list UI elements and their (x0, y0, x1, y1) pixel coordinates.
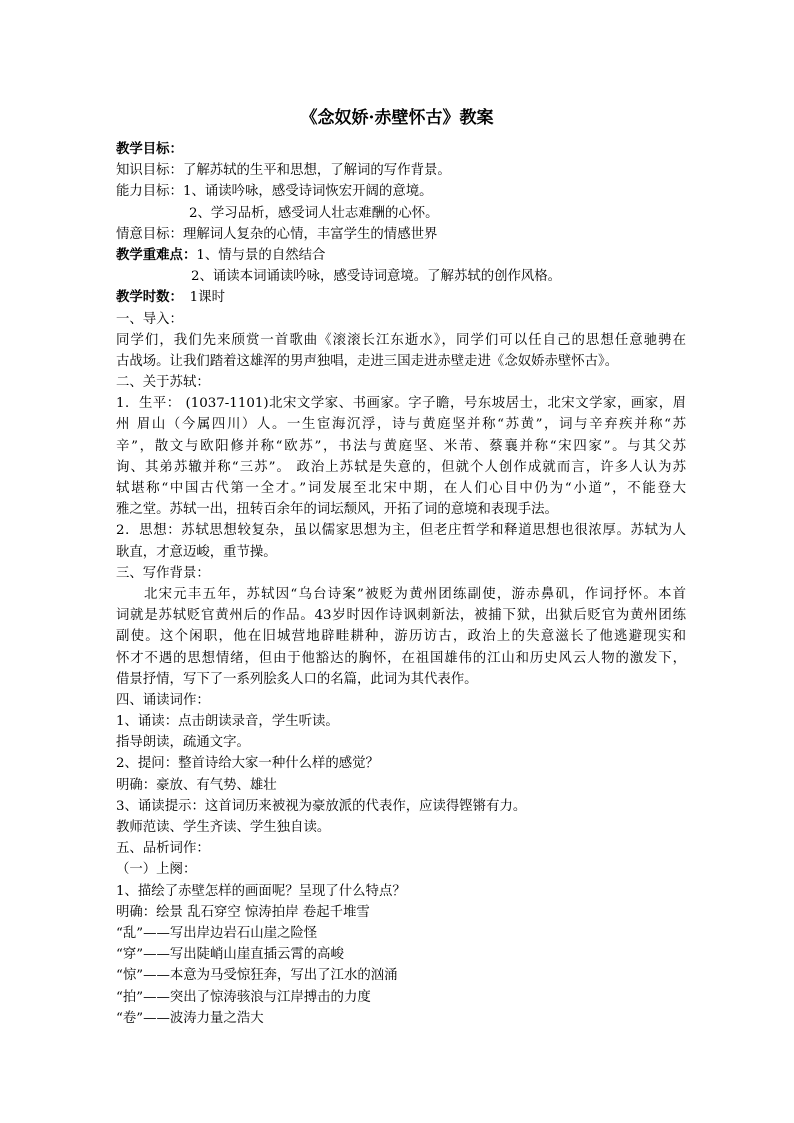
line-text: 2、学习品析，感受词人壮志难酬的心怀。 (189, 205, 439, 221)
line-text: 3、诵读提示：这首词历来被视为豪放派的代表作，应读得铿锵有力。 (116, 798, 527, 814)
text-line (116, 859, 686, 880)
text-line (116, 881, 686, 902)
text-line (116, 287, 686, 308)
line-text: “乱”——写出岸边岩石山崖之险怪 (116, 925, 318, 941)
line-text: “惊”——本意为马受惊狂奔，写出了江水的汹涌 (116, 968, 398, 984)
line-text: 1、诵读：点击朗读录音，学生听读。 (116, 714, 339, 730)
text-line (116, 520, 686, 541)
text-line (116, 838, 686, 859)
line-text: （一）上阕： (116, 862, 197, 878)
line-text: 副使。这个闲职，他在旧城营地辟畦耕种，游历访古，政治上的失意滋长了他逃避现实和 (116, 629, 686, 645)
line-text: 北宋元丰五年，苏轼因“乌台诗案”被贬为黄州团练副使，游赤鼻矶，作词抒怀。本首 (144, 586, 686, 602)
text-line (116, 944, 686, 965)
line-text: 五、品析词作： (116, 841, 210, 857)
text-line (116, 902, 686, 923)
text-line (116, 796, 686, 817)
line-text: 三、写作背景： (116, 565, 210, 581)
line-text: 情意目标：理解词人复杂的心情，丰富学生的情感世界 (116, 226, 438, 242)
text-line (116, 266, 686, 287)
text-line (116, 923, 686, 944)
text-line (116, 1008, 686, 1029)
section-heading: 教学重难点： (116, 246, 197, 263)
line-text: 2、提问：整首诗给大家一种什么样的感觉？ (116, 756, 379, 772)
line-text: 2．思想：苏轼思想较复杂，虽以儒家思想为主，但老庄哲学和释道思想也很浓厚。苏轼为人 (116, 523, 686, 539)
text-line (116, 648, 686, 669)
line-text: 古战场。让我们踏着这雄浑的男声独唱，走进三国走进赤壁走进《念奴娇赤壁怀古》。 (116, 353, 619, 369)
text-line (116, 393, 686, 414)
text-line (116, 372, 686, 393)
text-line (116, 330, 686, 351)
line-text: 四、诵读词作： (116, 692, 210, 708)
text-line (116, 351, 686, 372)
line-text: 借景抒情，写下了一系列脍炙人口的名篇，此词为其代表作。 (116, 671, 478, 687)
line-text: 2、诵读本词诵读吟咏，感受诗词意境。了解苏轼的创作风格。 (191, 269, 562, 285)
line-text: 同学们，我们先来颀赏一首歌曲《滚滚长江东逝水》，同学们可以任自己的思想任意驰骋在 (116, 332, 686, 348)
line-text: 1、描绘了赤壁怎样的画面呢？呈现了什么特点？ (116, 883, 406, 899)
document-body (116, 139, 686, 1029)
text-line (116, 563, 686, 584)
text-line (116, 732, 686, 753)
section-heading: 教学时数： (116, 289, 177, 306)
text-line (116, 605, 686, 626)
text-line (116, 224, 686, 245)
line-text: “卷”——波涛力量之浩大 (116, 1010, 264, 1026)
line-text: 知识目标：了解苏轼的生平和思想，了解词的写作背景。 (116, 163, 451, 179)
text-line (116, 817, 686, 838)
text-line (116, 542, 686, 563)
text-line (116, 436, 686, 457)
text-line (116, 965, 686, 986)
line-text: “穿”——写出陡峭山崖直插云霄的高峻 (116, 947, 344, 963)
line-text: 轼堪称“中国古代第一全才。”词发展至北宋中期，在人们心目中仍为“小道”，不能登大 (116, 481, 686, 496)
line-text: 1课时 (176, 290, 225, 306)
line-text: 二、关于苏轼： (116, 375, 210, 391)
text-line (116, 181, 686, 202)
line-text: 怀才不遇的思想情绪，但由于他豁达的胸怀，在祖国雄伟的江山和历史风云人物的激发下， (116, 650, 686, 666)
text-line (116, 753, 686, 774)
text-line (116, 690, 686, 711)
line-text: 一、导入： (116, 311, 183, 327)
text-line (116, 499, 686, 520)
section-heading: 教学目标： (116, 141, 183, 157)
text-line (116, 139, 686, 160)
text-line (116, 775, 686, 796)
line-text: 能力目标：1、诵读吟咏，感受诗词恢宏开阔的意境。 (116, 184, 433, 200)
text-line (116, 245, 686, 266)
line-text: 辛”，散文与欧阳修并称“欧苏”，书法与黄庭坚、米芾、蔡襄并称“宋四家”。与其父苏 (116, 438, 686, 454)
line-text: 明确：豪放、有气势、雄壮 (116, 777, 277, 793)
text-line (116, 669, 686, 690)
line-text: 词就是苏轼贬官黄州后的作品。43岁时因作诗讽刺新法，被捕下狱，出狱后贬官为黄州团练 (116, 608, 686, 624)
text-line (116, 987, 686, 1008)
line-text: 1．生平： (1037-1101)北宋文学家、书画家。字子瞻，号东坡居士，北宋文学家，画家，眉 (116, 396, 686, 412)
line-text: 州 眉山（今属四川）人。一生宦海沉浮，诗与黄庭坚并称“苏黄”，词与辛弃疾并称“苏 (116, 417, 686, 433)
text-line (116, 203, 686, 224)
text-line (116, 414, 686, 435)
document-title: 《念奴娇·赤壁怀古》教案 (300, 108, 494, 128)
text-line (116, 309, 686, 330)
text-line (116, 584, 686, 605)
line-text: 1、情与景的自然结合 (196, 247, 326, 263)
line-text: 雅之堂。苏轼一出，扭转百余年的词坛颓风，开拓了词的意境和表现手法。 (116, 502, 558, 518)
text-line (116, 478, 686, 499)
text-line (116, 160, 686, 181)
text-line (116, 626, 686, 647)
line-text: 明确：绘景 乱石穿空 惊涛拍岸 卷起千堆雪 (116, 904, 370, 920)
line-text: 指导朗读，疏通文字。 (116, 735, 250, 751)
line-text: “拍”——突出了惊涛骇浪与江岸搏击的力度 (116, 989, 371, 1005)
line-text: 耿直，才意迈峻，重节操。 (116, 544, 277, 560)
text-line (116, 711, 686, 732)
line-text: 教师范读、学生齐读、学生独自读。 (116, 820, 331, 835)
line-text: 询、其弟苏辙并称“三苏”。 政治上苏轼是失意的，但就个人创作成就而言，许多人认为苏 (116, 459, 686, 475)
text-line (116, 457, 686, 478)
